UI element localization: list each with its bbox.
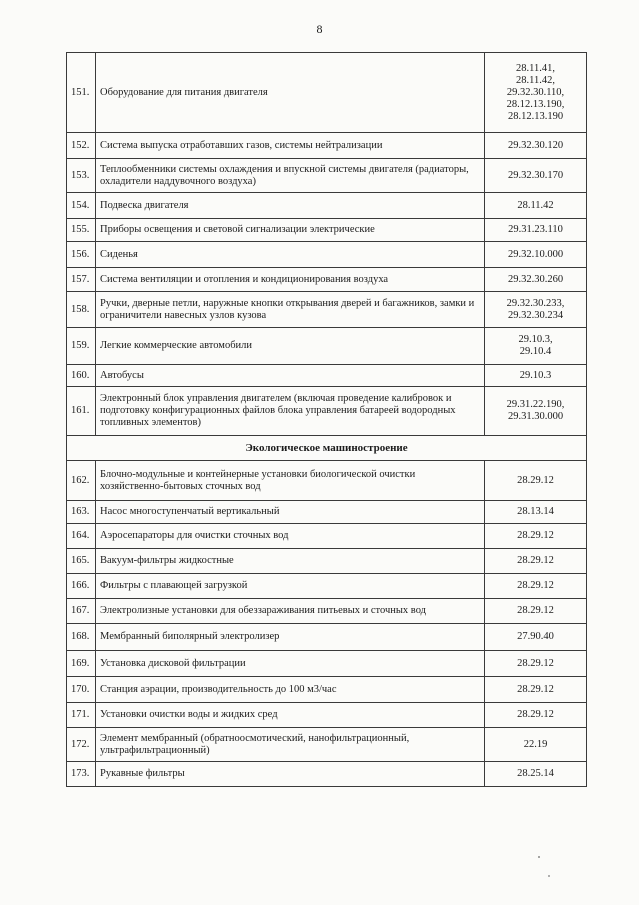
okpd-code: 29.32.30.120 xyxy=(507,139,564,151)
row-product-name: Насос многоступенчатый вертикальный xyxy=(96,501,485,524)
okpd-code: 28.29.12 xyxy=(517,530,554,541)
table-body-bottom xyxy=(67,461,587,787)
okpd-code: 28.13.14 xyxy=(517,506,554,517)
scan-speck xyxy=(548,875,550,877)
row-okpd-codes xyxy=(485,268,587,292)
table-row xyxy=(67,387,587,436)
okpd-code: 27.90.40 xyxy=(517,631,554,642)
table-row xyxy=(67,133,587,159)
row-number: 164. xyxy=(67,524,96,549)
table-row xyxy=(67,728,587,762)
section-title: Экологическое машиностроение xyxy=(67,436,587,461)
okpd-code: 28.29.12 xyxy=(517,605,554,616)
okpd-code: 28.29.12 xyxy=(517,580,554,591)
row-product-name: Ручки, дверные петли, наружные кнопки открывания дверей и багажников, замки и ограничители навесных узлов кузова xyxy=(96,292,485,328)
row-okpd-codes xyxy=(485,524,587,549)
okpd-code: 28.29.12 xyxy=(517,657,554,669)
row-number: 165. xyxy=(67,549,96,574)
row-product-name: Установка дисковой фильтрации xyxy=(96,651,485,677)
row-product-name: Рукавные фильтры xyxy=(96,762,485,787)
table-row xyxy=(67,703,587,728)
row-okpd-codes xyxy=(485,549,587,574)
row-product-name: Электролизные установки для обеззараживания питьевых и сточных вод xyxy=(96,599,485,624)
table-row xyxy=(67,292,587,328)
row-number: 171. xyxy=(67,703,96,728)
row-number: 151. xyxy=(67,53,96,133)
row-number: 157. xyxy=(67,268,96,292)
products-table xyxy=(66,52,587,787)
okpd-code: 28.12.13.190 xyxy=(507,110,564,122)
okpd-code: 28.11.42 xyxy=(517,199,554,211)
table-row xyxy=(67,53,587,133)
table-row xyxy=(67,268,587,292)
row-product-name: Автобусы xyxy=(96,365,485,387)
table-row xyxy=(67,242,587,268)
row-okpd-codes xyxy=(485,219,587,242)
okpd-code: 29.32.30.110, xyxy=(506,86,565,98)
row-product-name: Приборы освещения и световой сигнализации электрические xyxy=(96,219,485,242)
table-section xyxy=(67,436,587,461)
row-number: 170. xyxy=(67,677,96,703)
scan-speck xyxy=(538,856,540,858)
row-product-name: Блочно-модульные и контейнерные установки биологической очистки хозяйственно-бытовых сточных вод xyxy=(96,461,485,501)
okpd-code: 29.31.30.000 xyxy=(507,411,564,422)
row-number: 161. xyxy=(67,387,96,436)
okpd-code: 22.19 xyxy=(523,738,548,750)
okpd-code: 28.29.12 xyxy=(517,474,554,486)
okpd-code: 28.29.12 xyxy=(517,683,554,695)
row-product-name: Подвеска двигателя xyxy=(96,193,485,219)
row-okpd-codes xyxy=(485,365,587,387)
row-okpd-codes xyxy=(485,703,587,728)
table-row xyxy=(67,159,587,193)
row-number: 173. xyxy=(67,762,96,787)
row-number: 155. xyxy=(67,219,96,242)
section-row xyxy=(67,436,587,461)
table-row xyxy=(67,677,587,703)
okpd-code: 29.31.22.190, xyxy=(506,399,565,410)
row-number: 167. xyxy=(67,599,96,624)
row-okpd-codes xyxy=(485,651,587,677)
table-row xyxy=(67,624,587,651)
row-number: 156. xyxy=(67,242,96,268)
row-product-name: Элемент мембранный (обратноосмотический, нанофильтрационный, ультрафильтрационный) xyxy=(96,728,485,762)
row-product-name: Теплообменники системы охлаждения и впускной системы двигателя (радиаторы, охладители наддувочного воздуха) xyxy=(96,159,485,193)
okpd-code: 28.12.13.190, xyxy=(506,98,565,110)
table-row xyxy=(67,461,587,501)
table-row xyxy=(67,599,587,624)
row-number: 162. xyxy=(67,461,96,501)
okpd-code: 28.11.42, xyxy=(516,74,555,86)
row-okpd-codes xyxy=(485,53,587,133)
table-row xyxy=(67,574,587,599)
row-okpd-codes xyxy=(485,292,587,328)
okpd-code: 29.32.30.170 xyxy=(507,169,564,181)
row-number: 169. xyxy=(67,651,96,677)
table-row xyxy=(67,651,587,677)
row-okpd-codes xyxy=(485,677,587,703)
table-row xyxy=(67,549,587,574)
okpd-code: 28.29.12 xyxy=(517,709,554,720)
row-okpd-codes xyxy=(485,242,587,268)
row-number: 160. xyxy=(67,365,96,387)
row-number: 152. xyxy=(67,133,96,159)
okpd-code: 29.10.4 xyxy=(519,346,552,357)
row-product-name: Система вентиляции и отопления и кондиционирования воздуха xyxy=(96,268,485,292)
row-okpd-codes xyxy=(485,728,587,762)
row-okpd-codes xyxy=(485,762,587,787)
row-okpd-codes xyxy=(485,574,587,599)
row-okpd-codes xyxy=(485,624,587,651)
okpd-code: 29.32.10.000 xyxy=(507,248,564,260)
row-product-name: Электронный блок управления двигателем (включая проведение калибровок и подготовку конфигурационных файлов блока управления батареей водородных топливных элементов) xyxy=(96,387,485,436)
okpd-code: 29.32.30.233, xyxy=(506,297,565,309)
row-product-name: Система выпуска отработавших газов, системы нейтрализации xyxy=(96,133,485,159)
row-okpd-codes xyxy=(485,133,587,159)
row-okpd-codes xyxy=(485,501,587,524)
row-number: 158. xyxy=(67,292,96,328)
table-row xyxy=(67,762,587,787)
row-okpd-codes xyxy=(485,599,587,624)
row-okpd-codes xyxy=(485,328,587,365)
table-row xyxy=(67,524,587,549)
row-number: 172. xyxy=(67,728,96,762)
row-product-name: Легкие коммерческие автомобили xyxy=(96,328,485,365)
row-number: 159. xyxy=(67,328,96,365)
row-product-name: Мембранный биполярный электролизер xyxy=(96,624,485,651)
okpd-code: 28.29.12 xyxy=(517,555,554,566)
row-okpd-codes xyxy=(485,193,587,219)
row-number: 166. xyxy=(67,574,96,599)
row-product-name: Вакуум-фильтры жидкостные xyxy=(96,549,485,574)
okpd-code: 29.32.30.234 xyxy=(507,309,564,321)
row-product-name: Аэросепараторы для очистки сточных вод xyxy=(96,524,485,549)
row-okpd-codes xyxy=(485,387,587,436)
table-body-top xyxy=(67,53,587,436)
row-product-name: Фильтры с плавающей загрузкой xyxy=(96,574,485,599)
table-row xyxy=(67,501,587,524)
row-okpd-codes xyxy=(485,461,587,501)
page-number: 8 xyxy=(316,22,323,36)
row-okpd-codes xyxy=(485,159,587,193)
okpd-code: 29.10.3, xyxy=(518,334,553,345)
table-row xyxy=(67,365,587,387)
table-row xyxy=(67,219,587,242)
okpd-code: 29.10.3 xyxy=(519,369,552,381)
okpd-code: 28.11.41, xyxy=(516,62,555,74)
row-product-name: Станция аэрации, производительность до 100 м3/час xyxy=(96,677,485,703)
row-product-name: Сиденья xyxy=(96,242,485,268)
row-number: 153. xyxy=(67,159,96,193)
okpd-code: 28.25.14 xyxy=(517,768,554,779)
table-row xyxy=(67,328,587,365)
row-number: 163. xyxy=(67,501,96,524)
row-number: 154. xyxy=(67,193,96,219)
okpd-code: 29.32.30.260 xyxy=(507,273,564,285)
row-number: 168. xyxy=(67,624,96,651)
okpd-code: 29.31.23.110 xyxy=(508,224,563,235)
table-row xyxy=(67,193,587,219)
row-product-name: Оборудование для питания двигателя xyxy=(96,53,485,133)
row-product-name: Установки очистки воды и жидких сред xyxy=(96,703,485,728)
